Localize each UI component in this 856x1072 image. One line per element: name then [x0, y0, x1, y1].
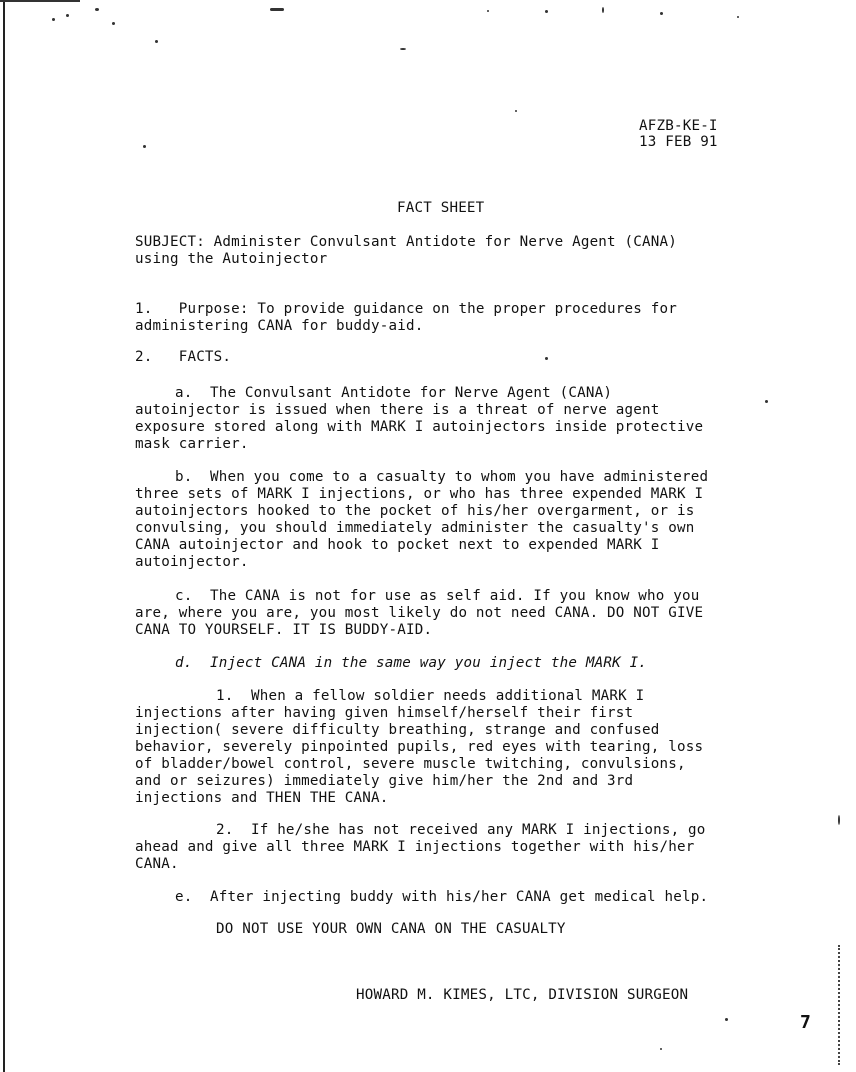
paragraph-d-line: d. Inject CANA in the same way you inject the MARK I. [175, 655, 648, 671]
paragraph-d1-line: injections and THEN THE CANA. [135, 790, 389, 806]
paragraph-d1-line: injection( severe difficulty breathing, strange and confused [135, 722, 660, 738]
left-margin-rule [3, 0, 5, 1072]
scan-speck [838, 815, 840, 825]
paragraph-d1-line: and or seizures) immediately give him/her the 2nd and 3rd [135, 773, 634, 789]
paragraph-b-line: b. When you come to a casualty to whom you have administered [175, 469, 709, 485]
scan-speck [515, 110, 517, 112]
scan-speck [765, 400, 768, 403]
scan-speck [112, 22, 115, 25]
paragraph-c-line: CANA TO YOURSELF. IT IS BUDDY-AID. [135, 622, 433, 638]
top-margin-rule [0, 0, 80, 2]
scan-speck [545, 10, 548, 13]
signature-block: HOWARD M. KIMES, LTC, DIVISION SURGEON [356, 987, 689, 1003]
paragraph-d2-line: ahead and give all three MARK I injections together with his/her [135, 839, 695, 855]
scan-speck [725, 1018, 728, 1021]
subject-line: using the Autoinjector [135, 251, 328, 267]
scan-speck [737, 16, 739, 18]
office-symbol: AFZB-KE-I [639, 118, 718, 134]
scan-speck [602, 7, 604, 13]
paragraph-b-line: three sets of MARK I injections, or who has three expended MARK I [135, 486, 704, 502]
document-date: 13 FEB 91 [639, 134, 718, 150]
paragraph-d2-line: CANA. [135, 856, 179, 872]
paragraph-d1-line: behavior, severely pinpointed pupils, red eyes with tearing, loss [135, 739, 704, 755]
scan-speck [660, 12, 663, 15]
right-edge-noise [838, 945, 842, 1065]
paragraph-e-line: e. After injecting buddy with his/her CANA get medical help. [175, 889, 709, 905]
scan-speck [155, 40, 158, 43]
scan-speck [270, 8, 284, 11]
warning-line: DO NOT USE YOUR OWN CANA ON THE CASUALTY [216, 921, 566, 937]
subject-line: SUBJECT: Administer Convulsant Antidote for Nerve Agent (CANA) [135, 234, 677, 250]
scan-speck [660, 1048, 662, 1050]
paragraph-b-line: CANA autoinjector and hook to pocket next to expended MARK I [135, 537, 660, 553]
paragraph-d1-line: 1. When a fellow soldier needs additional MARK I [216, 688, 645, 704]
paragraph-a-line: autoinjector is issued when there is a threat of nerve agent [135, 402, 660, 418]
paragraph-d1-line: injections after having given himself/herself their first [135, 705, 634, 721]
facts-heading: 2. FACTS. [135, 349, 232, 365]
scan-speck [487, 10, 489, 12]
scan-speck [66, 14, 69, 17]
paragraph-a-line: mask carrier. [135, 436, 249, 452]
page-mark: 7 [800, 1012, 811, 1033]
scan-speck [545, 357, 548, 360]
scan-speck [143, 145, 146, 148]
paragraph-c-line: c. The CANA is not for use as self aid. If you know who you [175, 588, 700, 604]
paragraph-d1-line: of bladder/bowel control, severe muscle twitching, convulsions, [135, 756, 686, 772]
scan-speck [400, 48, 406, 50]
scan-speck [52, 18, 55, 21]
purpose-paragraph: administering CANA for buddy-aid. [135, 318, 424, 334]
scan-speck [95, 8, 99, 11]
paragraph-b-line: convulsing, you should immediately administer the casualty's own [135, 520, 695, 536]
purpose-paragraph: 1. Purpose: To provide guidance on the proper procedures for [135, 301, 677, 317]
paragraph-a-line: exposure stored along with MARK I autoinjectors inside protective [135, 419, 704, 435]
paragraph-b-line: autoinjector. [135, 554, 249, 570]
paragraph-c-line: are, where you are, you most likely do not need CANA. DO NOT GIVE [135, 605, 704, 621]
paragraph-d2-line: 2. If he/she has not received any MARK I injections, go [216, 822, 706, 838]
page-title: FACT SHEET [397, 200, 485, 216]
paragraph-a-line: a. The Convulsant Antidote for Nerve Agent (CANA) [175, 385, 613, 401]
paragraph-b-line: autoinjectors hooked to the pocket of his/her overgarment, or is [135, 503, 695, 519]
